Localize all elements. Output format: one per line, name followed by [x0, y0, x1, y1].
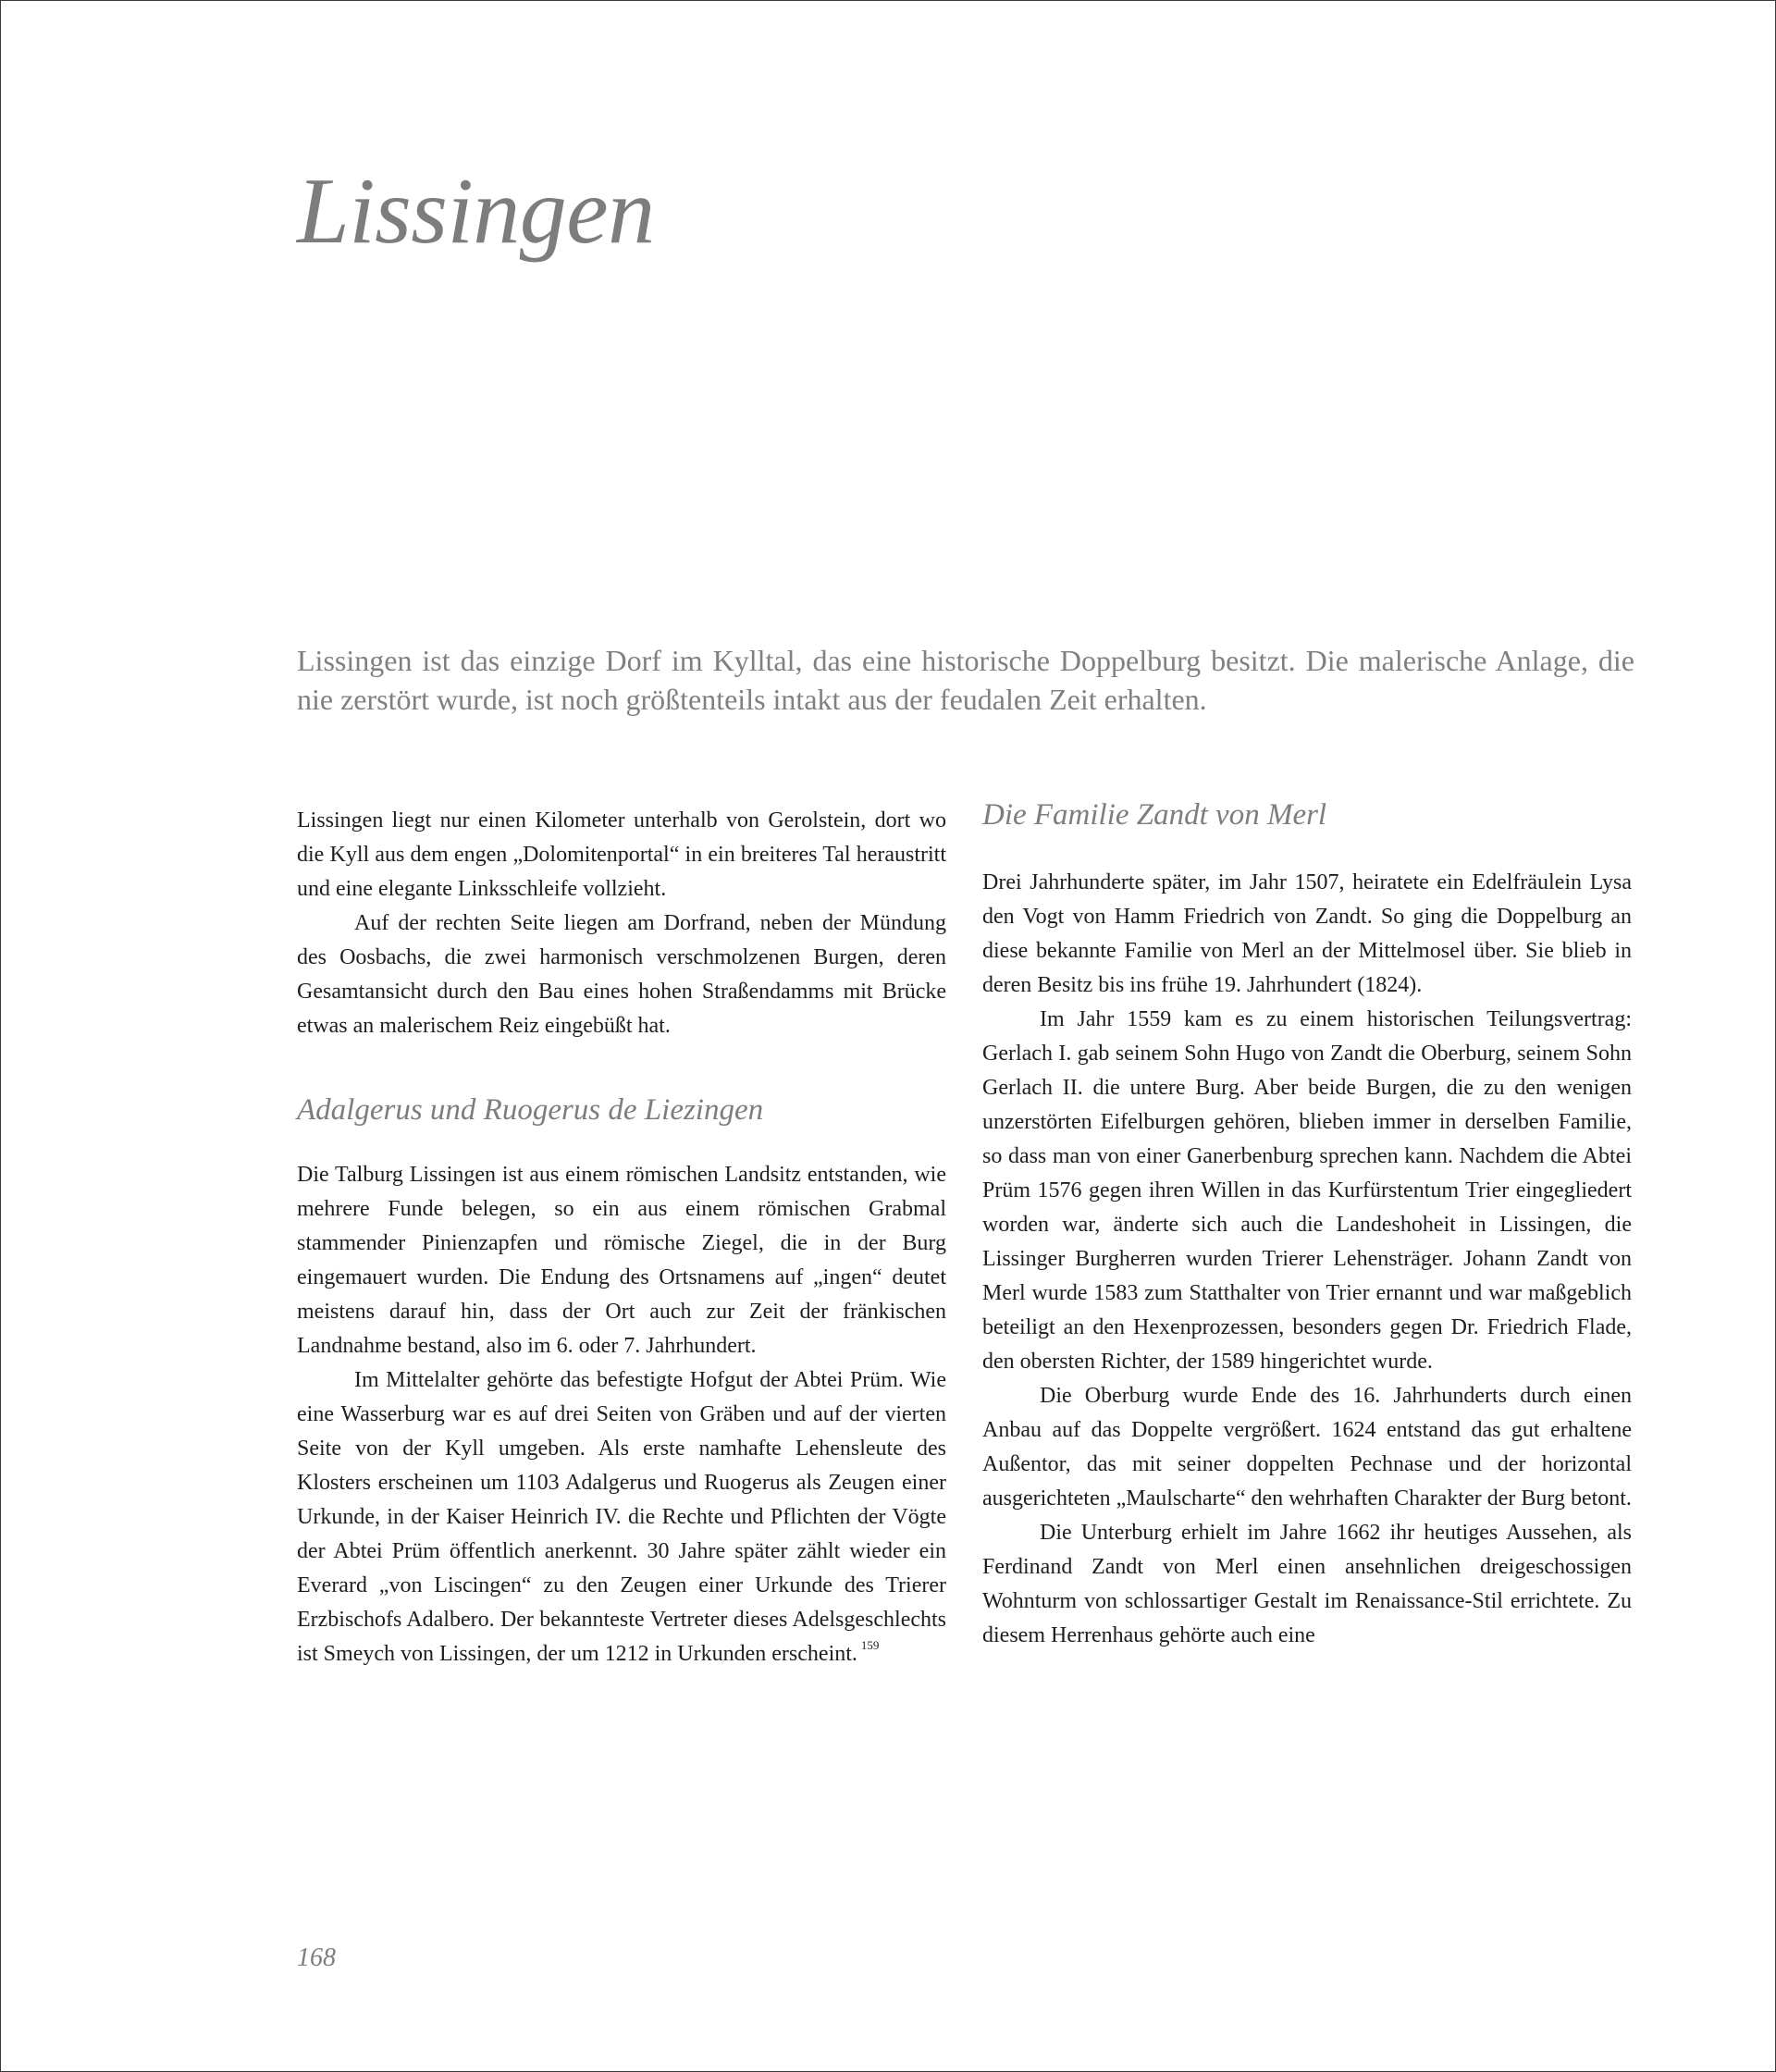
section-heading: Adalgerus und Ruogerus de Liezingen [297, 1093, 764, 1127]
lead-paragraph: Lissingen ist das einzige Dorf im Kylltal, das eine historische Doppelburg besitzt. Die malerische Anlage, die nie zerstört wurde, ist noch größtenteils intakt aus der feudalen Zeit erhalten. [297, 644, 1634, 716]
body-paragraph: Im Jahr 1559 kam es zu einem historischen Teilungsvertrag: Gerlach I. gab seinem Sohn Hugo von Zandt die Oberburg, seinem Sohn Gerlach II. die untere Burg. Aber beide Burgen, die zu den wenigen unzerstörten Eifelburgen gehören, blieben immer in derselben Familie, so dass man von einer Ganerbenburg sprechen kann. Nachdem die Abtei Prüm 1576 gegen ihren Willen in das Kurfürstentum Trier eingegliedert worden war, änderte sich auch die Landeshoheit in Lissingen, die Lissinger Burgherren wurden Trierer Lehensträger. Johann Zandt von Merl wurde 1583 zum Statthalter von Trier ernannt und war maßgeblich beteiligt an den Hexenprozessen, besonders gegen Dr. Friedrich Flade, den obersten Richter, der 1589 hingerichtet wurde. [982, 1007, 1632, 1374]
body-paragraph-with-footnote [297, 1363, 946, 1671]
page-title: Lissingen [297, 159, 655, 264]
body-paragraph: Die Unterburg erhielt im Jahre 1662 ihr heutiges Aussehen, als Ferdinand Zandt von Merl einen ansehnlichen dreigeschossigen Wohnturm von schlossartiger Gestalt im Renaissance-Stil errichtete. Zu diesem Herrenhaus gehörte auch eine [982, 1521, 1632, 1647]
body-paragraph: Drei Jahrhunderte später, im Jahr 1507, heiratete ein Edelfräulein Lysa den Vogt von Hamm Friedrich von Zandt. So ging die Doppelburg an diese bekannte Familie von Merl an der Mittelmosel über. Sie blieb in deren Besitz bis ins frühe 19. Jahrhundert (1824). [982, 870, 1632, 997]
left-column [297, 804, 946, 1671]
body-paragraph: Die Talburg Lissingen ist aus einem römischen Landsitz entstanden, wie mehrere Funde belegen, so ein aus einem römischen Grabmal stammender Pinienzapfen und römische Ziegel, die in der Burg eingemauert wurden. Die Endung des Ortsnamens auf „ingen“ deutet meistens darauf hin, dass der Ort auch zur Zeit der fränkischen Landnahme bestand, also im 6. oder 7. Jahrhundert. [297, 1163, 946, 1358]
body-paragraph: Die Oberburg wurde Ende des 16. Jahrhunderts durch einen Anbau auf das Doppelte vergrößert. 1624 entstand das gut erhaltene Außentor, das mit seiner doppelten Pechnase und der horizontal ausgerichteten „Maulscharte“ den wehrhaften Charakter der Burg betont. [982, 1384, 1632, 1511]
right-column [982, 798, 1632, 1653]
body-paragraph: Lissingen liegt nur einen Kilometer unterhalb von Gerolstein, dort wo die Kyll aus dem engen „Dolomitenportal“ in ein breiteres Tal heraustritt und eine elegante Linksschleife vollzieht. [297, 808, 946, 901]
footnote-reference[interactable]: 159 [860, 1638, 880, 1652]
body-paragraph: Auf der rechten Seite liegen am Dorfrand, neben der Mündung des Oosbachs, die zwei harmonisch verschmolzenen Burgen, deren Gesamtansicht durch den Bau eines hohen Straßendamms mit Brücke etwas an malerischem Reiz eingebüßt hat. [297, 911, 946, 1038]
section-heading: Die Familie Zandt von Merl [982, 798, 1327, 832]
paragraph-text: Im Mittelalter gehörte das befestigte Hofgut der Abtei Prüm. Wie eine Wasserburg war es auf drei Seiten von Gräben und auf der vierten Seite von der Kyll umgeben. Als erste namhafte Lehensleute des Klosters erscheinen um 1103 Adalgerus und Ruogerus als Zeugen einer Urkunde, in der Kaiser Heinrich IV. die Rechte und Pflichten der Vögte der Abtei Prüm öffentlich anerkennt. 30 Jahre später zählt wieder ein Everard „von Liscingen“ zu den Zeugen einer Urkunde des Trierer Erzbischofs Adalbero. Der bekannteste Vertreter dieses Adelsgeschlechts ist Smeych von Lissingen, der um 1212 in Urkunden erscheint. [297, 1368, 946, 1666]
page-number: 168 [297, 1943, 336, 1972]
